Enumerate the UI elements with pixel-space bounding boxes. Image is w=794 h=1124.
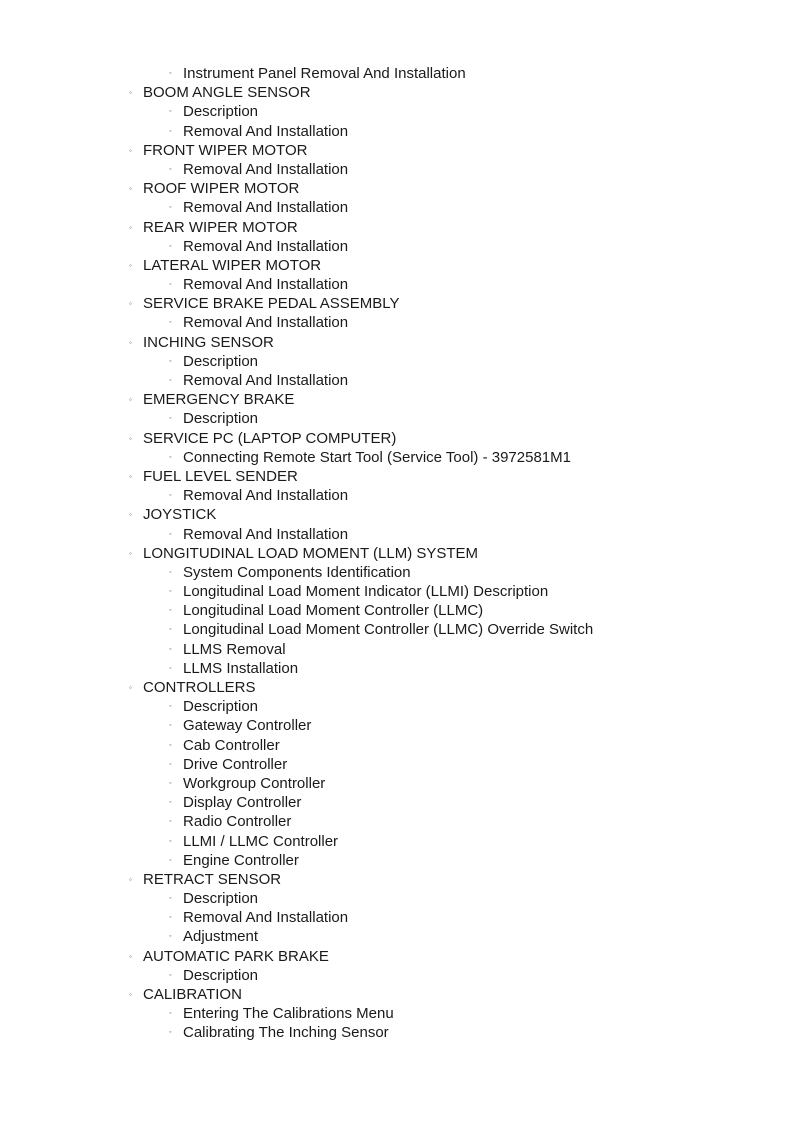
circle-bullet-icon: ◦ xyxy=(129,510,132,520)
toc-entry-label: INCHING SENSOR xyxy=(143,333,274,351)
circle-bullet-icon: ◦ xyxy=(169,319,172,327)
circle-bullet-icon: ◦ xyxy=(169,741,172,749)
toc-entry-label: Removal And Installation xyxy=(183,909,349,927)
toc-entry-label: Calibrating The Inching Sensor xyxy=(183,1024,389,1042)
circle-bullet-icon: ◦ xyxy=(129,548,132,558)
toc-subsection[interactable] xyxy=(0,448,794,467)
circle-bullet-icon: ◦ xyxy=(169,127,172,135)
circle-bullet-icon: ◦ xyxy=(129,337,132,347)
circle-bullet-icon: ◦ xyxy=(129,951,132,961)
circle-bullet-icon: ◦ xyxy=(129,433,132,443)
circle-bullet-icon: ◦ xyxy=(169,1029,172,1037)
toc-section[interactable] xyxy=(0,678,794,697)
circle-bullet-icon: ◦ xyxy=(129,145,132,155)
circle-bullet-icon: ◦ xyxy=(129,222,132,232)
toc-subsection[interactable] xyxy=(0,563,794,582)
circle-bullet-icon: ◦ xyxy=(169,760,172,768)
toc-entry-label: Description xyxy=(183,352,259,370)
circle-bullet-icon: ◦ xyxy=(169,645,172,653)
toc-entry-label: Radio Controller xyxy=(183,813,292,831)
toc-subsection[interactable] xyxy=(0,122,794,141)
circle-bullet-icon: ◦ xyxy=(169,281,172,289)
toc-entry-label: RETRACT SENSOR xyxy=(143,870,282,888)
circle-bullet-icon: ◦ xyxy=(169,453,172,461)
toc-entry-label: LATERAL WIPER MOTOR xyxy=(143,256,322,274)
toc-subsection[interactable] xyxy=(0,774,794,793)
toc-entry-label: Description xyxy=(183,890,259,908)
toc-entry-label: Removal And Installation xyxy=(183,237,349,255)
toc-entry-label: Instrument Panel Removal And Installation xyxy=(183,65,466,82)
toc-entry-label: System Components Identification xyxy=(183,563,411,581)
circle-bullet-icon: ◦ xyxy=(169,165,172,173)
circle-bullet-icon: ◦ xyxy=(129,260,132,270)
toc-subsection[interactable] xyxy=(0,620,794,639)
circle-bullet-icon: ◦ xyxy=(169,914,172,922)
toc-entry-label: SERVICE PC (LAPTOP COMPUTER) xyxy=(143,429,397,447)
toc-entry-label: JOYSTICK xyxy=(143,506,217,524)
circle-bullet-icon: ◦ xyxy=(169,971,172,979)
toc-subsection[interactable] xyxy=(0,659,794,678)
circle-bullet-icon: ◦ xyxy=(169,779,172,787)
toc-subsection[interactable] xyxy=(0,409,794,428)
toc-entry-label: AUTOMATIC PARK BRAKE xyxy=(143,947,329,965)
toc-entry-label: Longitudinal Load Moment Controller (LLMC) Override Switch xyxy=(183,621,594,639)
toc-subsection[interactable] xyxy=(0,486,794,505)
circle-bullet-icon: ◦ xyxy=(169,703,172,711)
toc-section[interactable] xyxy=(0,947,794,966)
toc-section[interactable] xyxy=(0,505,794,524)
circle-bullet-icon: ◦ xyxy=(169,664,172,672)
toc-entry-label: Removal And Installation xyxy=(183,160,349,178)
toc-entry-label: LLMS Installation xyxy=(183,659,299,677)
circle-bullet-icon: ◦ xyxy=(129,299,132,309)
toc-entry-label: FRONT WIPER MOTOR xyxy=(143,141,308,159)
toc-subsection[interactable] xyxy=(0,889,794,908)
toc-entry-label: Adjustment xyxy=(183,928,259,946)
toc-subsection[interactable] xyxy=(0,1023,794,1042)
circle-bullet-icon: ◦ xyxy=(129,184,132,194)
circle-bullet-icon: ◦ xyxy=(169,895,172,903)
toc-section[interactable] xyxy=(0,390,794,409)
circle-bullet-icon: ◦ xyxy=(169,818,172,826)
table-of-contents xyxy=(0,64,794,1043)
circle-bullet-icon: ◦ xyxy=(129,990,132,999)
toc-entry-label: SERVICE BRAKE PEDAL ASSEMBLY xyxy=(143,295,400,313)
toc-subsection[interactable] xyxy=(0,832,794,851)
toc-section[interactable] xyxy=(0,985,794,1004)
toc-section[interactable] xyxy=(0,294,794,313)
toc-section[interactable] xyxy=(0,333,794,352)
toc-subsection[interactable] xyxy=(0,582,794,601)
toc-entry-label: Removal And Installation xyxy=(183,525,349,543)
toc-entry-label: EMERGENCY BRAKE xyxy=(143,391,295,409)
circle-bullet-icon: ◦ xyxy=(169,204,172,212)
toc-entry-label: Removal And Installation xyxy=(183,122,349,140)
toc-subsection[interactable] xyxy=(0,736,794,755)
toc-entry-label: ROOF WIPER MOTOR xyxy=(143,180,300,198)
toc-entry-label: REAR WIPER MOTOR xyxy=(143,218,298,236)
circle-bullet-icon: ◦ xyxy=(169,70,172,77)
toc-subsection[interactable] xyxy=(0,755,794,774)
toc-entry-label: Description xyxy=(183,410,259,428)
toc-entry-label: Connecting Remote Start Tool (Service Tool) - 3972581M1 xyxy=(183,448,571,466)
toc-section[interactable] xyxy=(0,83,794,102)
toc-entry-label: Drive Controller xyxy=(183,755,288,773)
circle-bullet-icon: ◦ xyxy=(169,722,172,730)
circle-bullet-icon: ◦ xyxy=(169,530,172,538)
toc-subsection[interactable] xyxy=(0,237,794,256)
toc-entry-label: BOOM ANGLE SENSOR xyxy=(143,84,311,102)
toc-subsection[interactable] xyxy=(0,697,794,716)
circle-bullet-icon: ◦ xyxy=(169,933,172,941)
circle-bullet-icon: ◦ xyxy=(169,377,172,384)
toc-subsection[interactable] xyxy=(0,102,794,121)
toc-entry-label: Removal And Installation xyxy=(183,276,349,294)
circle-bullet-icon: ◦ xyxy=(169,357,172,365)
toc-section[interactable] xyxy=(0,141,794,160)
toc-subsection[interactable] xyxy=(0,851,794,870)
circle-bullet-icon: ◦ xyxy=(169,837,172,845)
toc-subsection[interactable] xyxy=(0,313,794,332)
toc-entry-label: FUEL LEVEL SENDER xyxy=(143,467,298,485)
circle-bullet-icon: ◦ xyxy=(169,626,172,634)
toc-entry-label: Gateway Controller xyxy=(183,717,312,735)
toc-section[interactable] xyxy=(0,218,794,237)
circle-bullet-icon: ◦ xyxy=(169,568,172,576)
toc-entry-label: Removal And Installation xyxy=(183,314,349,332)
circle-bullet-icon: ◦ xyxy=(169,108,172,116)
toc-entry-label: Workgroup Controller xyxy=(183,774,326,792)
toc-entry-label: Description xyxy=(183,966,259,984)
toc-entry-label: CALIBRATION xyxy=(143,986,242,1003)
toc-entry-label: Engine Controller xyxy=(183,851,299,869)
toc-entry-label: Removal And Installation xyxy=(183,199,349,217)
toc-entry-label: Longitudinal Load Moment Indicator (LLMI) Description xyxy=(183,583,549,601)
circle-bullet-icon: ◦ xyxy=(169,242,172,250)
toc-section[interactable] xyxy=(0,467,794,486)
toc-entry-label: LLMS Removal xyxy=(183,640,286,658)
toc-subsection[interactable] xyxy=(0,275,794,294)
toc-entry-label: Cab Controller xyxy=(183,736,280,754)
toc-entry-label: Entering The Calibrations Menu xyxy=(183,1005,394,1023)
circle-bullet-icon: ◦ xyxy=(129,471,132,481)
toc-entry-label: Description xyxy=(183,698,259,716)
circle-bullet-icon: ◦ xyxy=(169,492,172,500)
circle-bullet-icon: ◦ xyxy=(129,88,132,98)
toc-entry-label: Longitudinal Load Moment Controller (LLMC) xyxy=(183,602,484,620)
circle-bullet-icon: ◦ xyxy=(169,415,172,423)
toc-subsection[interactable] xyxy=(0,716,794,735)
circle-bullet-icon: ◦ xyxy=(169,588,172,596)
toc-section[interactable] xyxy=(0,870,794,889)
toc-subsection[interactable] xyxy=(0,198,794,217)
toc-subsection[interactable] xyxy=(0,793,794,812)
toc-entry-label: LLMI / LLMC Controller xyxy=(183,832,339,850)
toc-subsection[interactable] xyxy=(0,525,794,544)
circle-bullet-icon: ◦ xyxy=(129,683,132,692)
circle-bullet-icon: ◦ xyxy=(169,607,172,615)
circle-bullet-icon: ◦ xyxy=(169,1010,172,1018)
circle-bullet-icon: ◦ xyxy=(129,874,132,884)
toc-section[interactable] xyxy=(0,179,794,198)
toc-entry-label: Removal And Installation xyxy=(183,487,349,505)
toc-section[interactable] xyxy=(0,544,794,563)
toc-subsection[interactable] xyxy=(0,927,794,946)
circle-bullet-icon: ◦ xyxy=(169,856,172,864)
toc-subsection[interactable] xyxy=(0,1004,794,1023)
toc-entry-label: CONTROLLERS xyxy=(143,679,256,696)
toc-entry-label: Description xyxy=(183,103,259,121)
toc-section[interactable] xyxy=(0,429,794,448)
toc-subsection[interactable] xyxy=(0,966,794,985)
toc-entry-label: LONGITUDINAL LOAD MOMENT (LLM) SYSTEM xyxy=(143,544,479,562)
toc-subsection[interactable] xyxy=(0,908,794,927)
toc-subsection[interactable] xyxy=(0,352,794,371)
toc-subsection[interactable] xyxy=(0,601,794,620)
toc-entry-label: Removal And Installation xyxy=(183,372,349,389)
toc-section[interactable] xyxy=(0,256,794,275)
toc-subsection[interactable] xyxy=(0,160,794,179)
toc-subsection[interactable] xyxy=(0,64,794,83)
circle-bullet-icon: ◦ xyxy=(169,799,172,807)
toc-subsection[interactable] xyxy=(0,371,794,390)
toc-subsection[interactable] xyxy=(0,640,794,659)
circle-bullet-icon: ◦ xyxy=(129,395,132,405)
toc-entry-label: Display Controller xyxy=(183,794,302,812)
toc-subsection[interactable] xyxy=(0,812,794,831)
